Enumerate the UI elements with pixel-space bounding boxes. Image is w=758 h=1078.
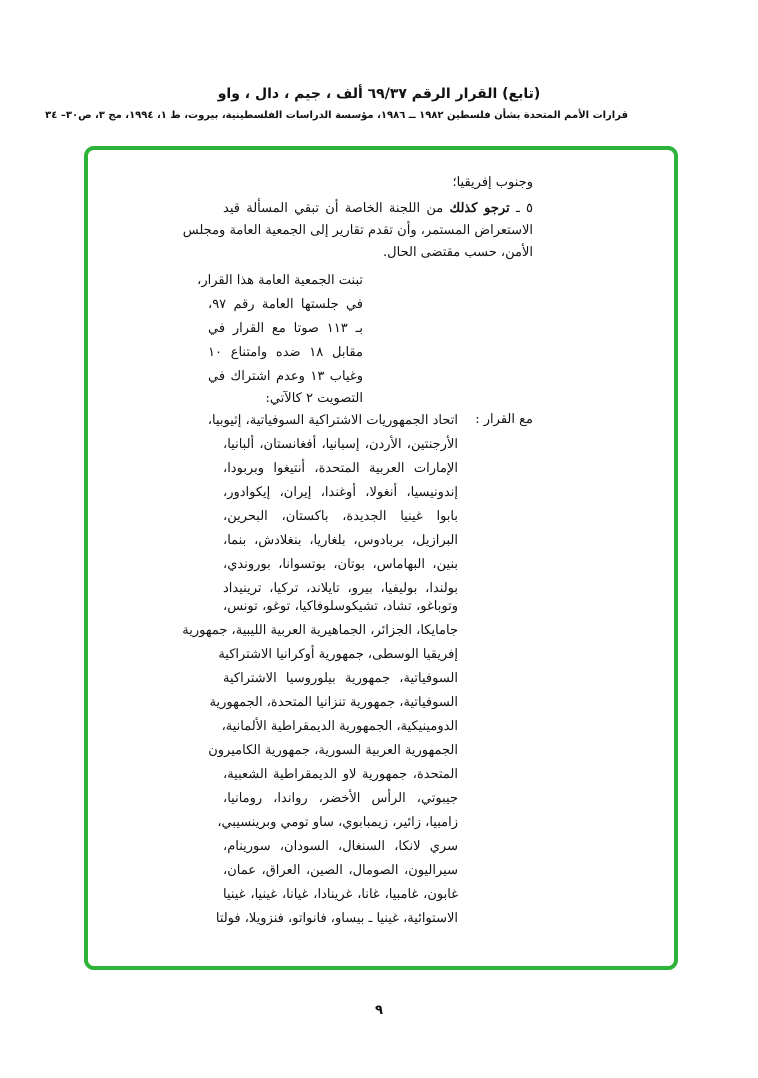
with-list-line: الجمهورية العربية السورية، جمهورية الكاميرون <box>208 743 458 758</box>
with-list-line: بابوا غينيا الجديدة، باكستان، البحرين، <box>223 509 458 524</box>
with-list-line: زامبيا، زائير، زيمبابوي، ساو تومي وبرينسيبي، <box>217 815 458 830</box>
with-list-line: البرازيل، بربادوس، بلغاريا، بنغلادش، بنما، <box>223 533 458 548</box>
vote-note-line: في جلستها العامة رقم ٩٧، <box>208 297 363 312</box>
with-list-line: جيبوتي، الرأس الأخضر، رواندا، رومانيا، <box>223 791 458 806</box>
paragraph-5-line-2: الاستعراض المستمر، وأن تقدم تقارير إلى الجمعية العامة ومجلس <box>182 223 533 238</box>
paragraph-5-line-3: الأمن، حسب مقتضى الحال. <box>383 245 533 260</box>
with-list-line: الإمارات العربية المتحدة، أنتيغوا وبربودا، <box>223 461 458 476</box>
vote-note-line: التصويت ٢ كالآتي: <box>265 391 363 406</box>
vote-note-line: بـ ١١٣ صوتا مع القرار في <box>208 321 364 336</box>
with-list-line: اتحاد الجمهوريات الاشتراكية السوفياتية، إثيوبيا، <box>207 413 458 428</box>
with-list-line: الدومينيكية، الجمهورية الديمقراطية الألمانية، <box>221 719 458 734</box>
paragraph-5-number: ٥ ـ <box>515 201 534 216</box>
with-list-line: وتوباغو، تشاد، تشيكوسلوفاكيا، توغو، تونس، <box>223 599 458 614</box>
paragraph-5-line-1 <box>223 200 533 218</box>
with-list-line: الاستوائية، غينيا ـ بيساو، فانواتو، فنزويلا، فولتا <box>215 911 458 926</box>
paragraph-5-rest: من اللجنة الخاصة أن تبقي المسألة قيد <box>223 201 444 216</box>
page-header-title: (تابع) القرار الرقم ٦٩/٣٧ ألف ، جيم ، دال ، واو <box>217 86 541 102</box>
text-line-south-africa: وجنوب إفريقيا؛ <box>452 175 533 190</box>
with-list-line: بنين، البهاماس، بوتان، بوتسوانا، بوروندي، <box>223 557 458 572</box>
with-list-line: جامايكا، الجزائر، الجماهيرية العربية الليبية، جمهورية <box>182 623 458 638</box>
with-list-line: المتحدة، جمهورية لاو الديمقراطية الشعبية، <box>223 767 458 782</box>
vote-note-line: تبنت الجمعية العامة هذا القرار، <box>197 273 363 288</box>
with-list-line: إفريقيا الوسطى، جمهورية أوكرانيا الاشتراكية <box>218 647 458 662</box>
paragraph-5-lead: ترجو كذلك <box>449 201 510 216</box>
with-list-line: إندونيسيا، أنغولا، أوغندا، إيران، إيكوادور، <box>223 485 458 500</box>
with-list-line: السوفياتية، جمهورية تنزانيا المتحدة، الجمهورية <box>209 695 458 710</box>
vote-note-line: مقابل ١٨ ضده وامتناع ١٠ <box>208 345 363 360</box>
vote-note-line: وغياب ١٣ وعدم اشتراك في <box>208 369 363 384</box>
with-resolution-label: مع القرار : <box>475 412 533 427</box>
with-list-line: الأرجنتين، الأردن، إسبانيا، أفغانستان، ألبانيا، <box>223 437 458 452</box>
with-list-line: السوفياتية، جمهورية بيلوروسيا الاشتراكية <box>223 671 458 686</box>
page-number: ٩ <box>375 1003 383 1018</box>
with-list-line: بولندا، بوليفيا، بيرو، تايلاند، تركيا، ترينيداد <box>223 581 458 596</box>
page-header-source: قرارات الأمم المتحدة بشأن فلسطين ١٩٨٢ ــ ١٩٨٦، مؤسسة الدراسات الفلسطينية، بيروت، ط ١، ١٩٩٤، مج ٣، ص٣٠– ٣٤ <box>45 110 628 121</box>
with-list-line: سيراليون، الصومال، الصين، العراق، عمان، <box>223 863 458 878</box>
with-list-line: غابون، غامبيا، غانا، غرينادا، غيانا، غينيا، غينيا <box>223 887 458 902</box>
with-list-line: سري لانكا، السنغال، السودان، سورينام، <box>223 839 458 854</box>
